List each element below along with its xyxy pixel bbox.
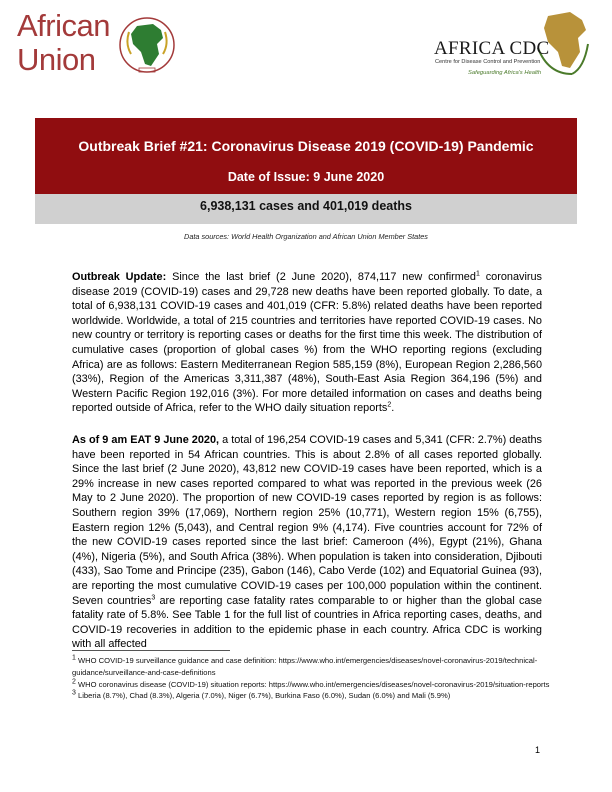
footnote-item <box>72 655 552 679</box>
paragraph-lead: As of 9 am EAT 9 June 2020, <box>72 434 220 446</box>
footnote-ref[interactable]: 3 <box>151 593 156 601</box>
data-sources: Data sources: World Health Organization and African Union Member States <box>184 232 428 241</box>
african-union-logo <box>17 8 172 80</box>
issue-date: Date of Issue: 9 June 2020 <box>227 170 385 184</box>
brief-title: Outbreak Brief #21: Coronavirus Disease 2019 (COVID-19) Pandemic <box>78 138 534 154</box>
africa-map-emblem-icon <box>117 14 177 76</box>
au-logo-line2: Union <box>17 42 96 77</box>
footnote-number: 1 <box>72 654 76 662</box>
africa-update-paragraph <box>72 433 542 652</box>
footnote-ref[interactable]: 2 <box>387 401 392 409</box>
footnote-item <box>72 690 552 702</box>
cases-deaths-summary: 6,938,131 cases and 401,019 deaths <box>200 199 412 213</box>
cdc-logo-name: AFRICA CDC <box>434 38 550 59</box>
footnote-item <box>72 679 552 691</box>
footnote-ref[interactable]: 1 <box>475 270 480 278</box>
paragraph-lead: Outbreak Update: <box>72 271 167 283</box>
paragraph-text: a total of 196,254 COVID-19 cases and 5,341 (CFR: 2.7%) deaths have been reported in 54 African countries. This is about 2.8% of all cases reported globally. Since the last brief (2 June 2020), 43,812 new COVID-19 cases have been reported, which is a 29% increase in new cases reported compared to what was reported in the previous week (26 May to 2 June 2020). The proportion of new COVID-19 cases reported by region is as follows: Southern region 39% (17,069), Northern region 25% (10,771), Western region 15% (6,755), Eastern region 12% (5,043), and Central region 9% (4,174). Five countries account for 72% of the new COVID-19 cases reported since the last brief: Cameroon (4%), Egypt (21%), Ghana (4%), Nigeria (5%), and South Africa (38%). When population is taken into consideration, Djibouti (433), Sao Tome and Principe (235), Gabon (146), Cabo Verde (102) and Equatorial Guinea (93), are reporting the most cumulative COVID-19 cases per 100,000 population within the continent. Seven countries <box>72 434 542 607</box>
paragraph-text: . <box>391 402 395 415</box>
footnote-number: 3 <box>72 689 76 697</box>
cdc-logo-subtitle: Centre for Disease Control and Prevention <box>435 59 541 65</box>
footnote-text: WHO COVID-19 surveillance guidance and case definition: https://www.who.int/emergencies/diseases/novel-coronavirus-2019/technical-guidance/surveillance-and-case-definitions <box>72 656 538 677</box>
footnote-text: Liberia (8.7%), Chad (8.3%), Algeria (7.0%), Niger (6.7%), Burkina Faso (6.0%), Sudan (6.0%) and Mali (5.9%) <box>75 691 451 701</box>
paragraph-text: coronavirus disease 2019 (COVID-19) cases and 29,728 new deaths have been reported globally. To date, a total of 6,938,131 COVID-19 cases and 401,019 (CFR: 5.8%) related deaths have been reported worldwide. Worldwide, a total of 215 countries and territories have reported COVID-19 cases. No new country or territory is reporting cases or deaths for the first time this week. The distribution of cumulative cases (proportion of global cases %) from the WHO reporting regions (excluding Africa) are as follows: Eastern Mediterranean Region 585,159 (8%), European Region 2,286,560 (33%), Region of the Americas 3,311,387 (48%), South-East Asia Region 364,196 (5%) and Western Pacific Region 192,016 (3%). For more detailed information on cases and deaths being reported outside of Africa, refer to the WHO daily situation reports <box>72 271 543 415</box>
paragraph-text: Since the last brief (2 June 2020), 874,117 new confirmed <box>166 271 476 283</box>
footnote-number: 2 <box>72 678 76 686</box>
footnote-text: WHO coronavirus disease (COVID-19) situation reports: https://www.who.int/emergencies/diseases/novel-coronavirus-2019/situation-reports <box>75 679 550 689</box>
cdc-logo-tagline: Safeguarding Africa's Health <box>468 70 542 76</box>
footnotes <box>72 655 552 702</box>
africa-cdc-logo <box>430 8 598 80</box>
page-number: 1 <box>535 745 541 755</box>
au-logo-line1: African <box>17 8 110 43</box>
paragraph-text: are reporting case fatality rates comparable to or higher than the global case fatality rate of 5.8%. See Table 1 for the full list of countries in Africa reporting cases, deaths, and COVID-19 recoveries in addition to the epidemic phase in each country. Africa CDC is working with all affected <box>72 594 542 651</box>
outbreak-update-paragraph <box>72 270 542 416</box>
footnote-divider <box>72 650 230 651</box>
